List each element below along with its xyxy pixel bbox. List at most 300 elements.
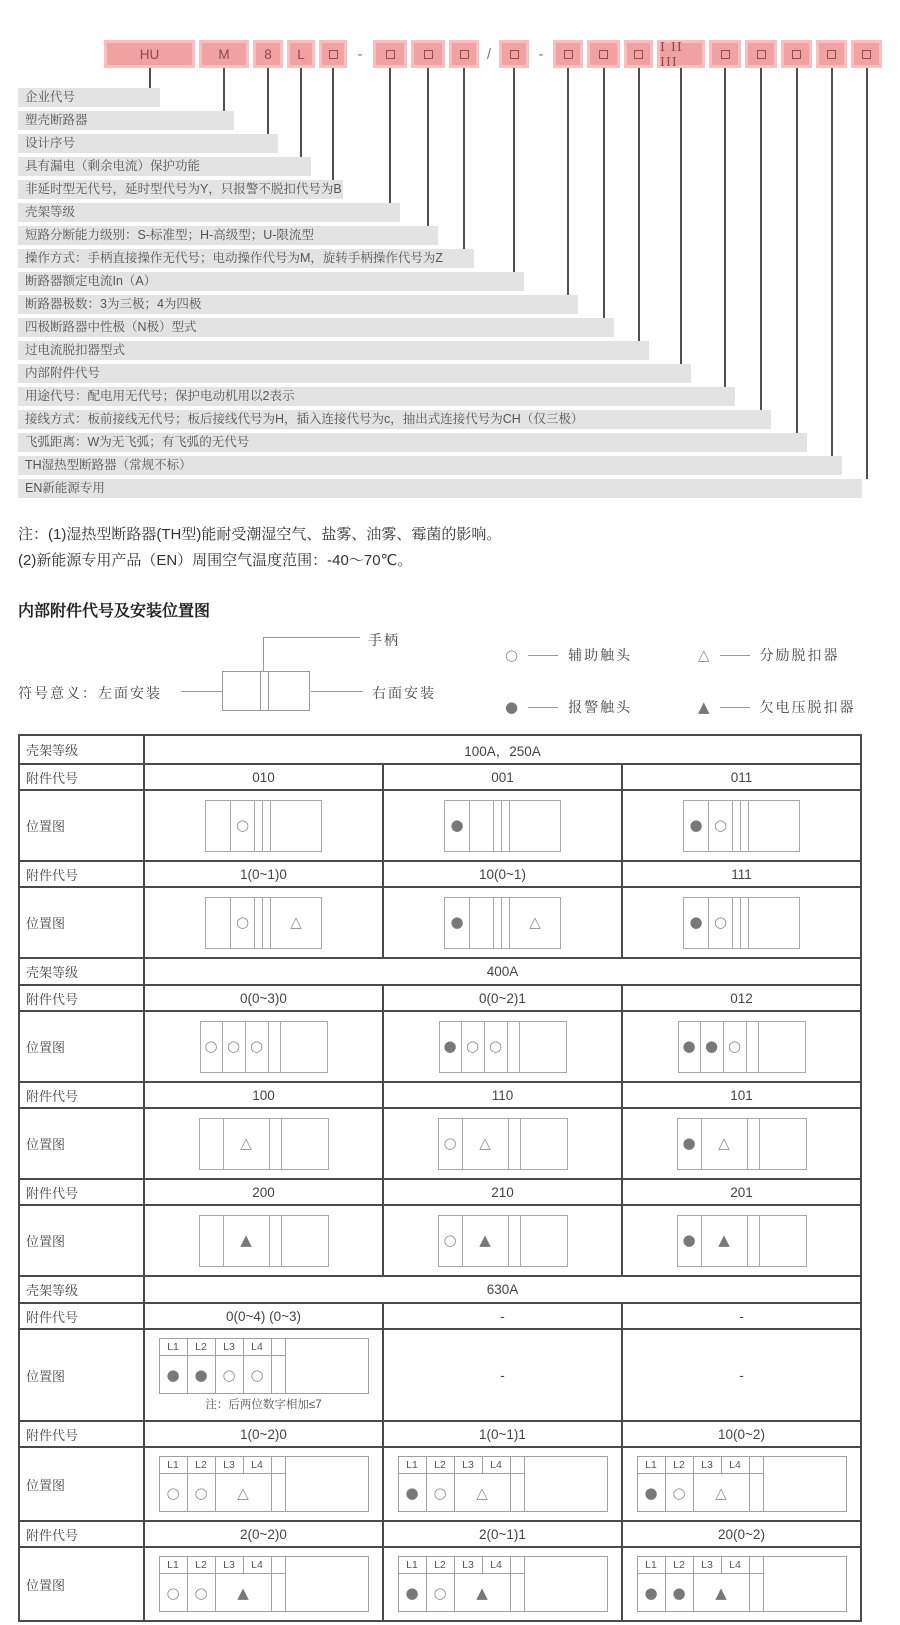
position-diagram	[683, 897, 800, 949]
diagram-cell	[231, 801, 255, 851]
model-code-box	[745, 40, 777, 68]
pole-header-cell: L4	[722, 1557, 750, 1574]
handle-connector-line	[263, 637, 264, 671]
placeholder-square-icon	[599, 50, 608, 59]
diagram-cell	[702, 1119, 748, 1169]
legend-item-label: 辅助触头	[568, 647, 633, 663]
pole-header-cell: L4	[244, 1557, 272, 1574]
model-code-box	[851, 40, 882, 68]
table-row-frame-level	[20, 736, 860, 763]
frame-rating-value: 400A	[486, 964, 519, 979]
diagram-cell	[750, 1574, 764, 1612]
connector-line	[332, 68, 334, 180]
diagram-cell	[263, 898, 271, 948]
accessory-table	[18, 734, 862, 1622]
accessory-code-value: 100	[145, 1083, 384, 1107]
position-diagram	[159, 1456, 369, 1512]
circle-filled-symbol: ●	[405, 1483, 419, 1502]
pole-header-cell: L1	[638, 1457, 666, 1474]
table-row-position-diagram	[20, 1204, 860, 1275]
circle-filled-symbol: ●	[443, 1037, 457, 1055]
diagram-cell	[440, 1022, 462, 1072]
table-row-frame-level	[20, 957, 860, 984]
diagram-cell	[760, 1119, 806, 1169]
diagram-cell	[733, 898, 741, 948]
code-meaning-label: 用途代号：配电用无代号；保护电动机用以2表示	[18, 387, 735, 406]
diagram-cell	[445, 898, 470, 948]
connector-line	[427, 68, 429, 226]
circle-filled-symbol: ●	[644, 1583, 658, 1602]
diagram-cell	[666, 1474, 694, 1512]
table-row-position-diagram	[20, 789, 860, 860]
connector-line	[513, 68, 515, 272]
triangle-filled-symbol: ▲	[479, 1231, 491, 1249]
circle-symbol: ○	[727, 1037, 742, 1055]
circle-filled-symbol: ●	[505, 697, 519, 716]
circle-filled-symbol: ●	[450, 913, 464, 931]
circle-filled-symbol: ●	[644, 1483, 658, 1502]
circle-symbol: ○	[433, 1483, 447, 1502]
pole-header-cell: L1	[399, 1457, 427, 1474]
model-code-box	[499, 40, 529, 68]
triangle-filled-symbol: ▲	[237, 1583, 249, 1602]
diagram-cell	[709, 801, 733, 851]
circle-filled-symbol: ●	[689, 913, 703, 931]
position-diagram	[438, 1118, 568, 1170]
position-diagram	[637, 1556, 847, 1612]
position-diagram	[200, 1021, 328, 1073]
placeholder-square-icon	[386, 50, 395, 59]
position-diagram-cell	[384, 1206, 623, 1275]
circle-filled-symbol: ●	[405, 1583, 419, 1602]
diagram-cell	[510, 801, 560, 851]
diagram-cell	[255, 898, 263, 948]
code-meaning-label: TH湿热型断路器（常规不标）	[18, 456, 842, 475]
circle-symbol: ○	[204, 1037, 218, 1055]
model-code-box	[319, 40, 347, 68]
diagram-cell	[224, 1119, 270, 1169]
accessory-code-value: 012	[730, 990, 753, 1006]
pole-header-cell: L2	[188, 1457, 216, 1474]
diagram-cell	[462, 1022, 485, 1072]
circle-filled-symbol: ●	[672, 1583, 686, 1602]
legend-dash-line	[720, 655, 750, 656]
diagram-cell	[521, 1119, 567, 1169]
model-code-separator: /	[486, 45, 492, 63]
accessory-code-value: 200	[145, 1180, 384, 1204]
code-meaning-label: 设计序号	[18, 134, 278, 153]
pole-header-cell	[272, 1557, 286, 1574]
position-diagram-cell	[623, 1448, 860, 1520]
position-diagram-cell	[623, 1206, 860, 1275]
position-diagram-cell	[623, 791, 860, 860]
accessory-code-value: 2(0~1)1	[384, 1522, 623, 1546]
handle-connector-line	[263, 637, 360, 638]
diagram-cell	[638, 1574, 666, 1612]
connector-line	[603, 68, 605, 318]
accessory-code-value: 0(0~2)1	[384, 986, 623, 1010]
diagram-cell	[510, 898, 560, 948]
accessory-code-value: 110	[384, 1083, 623, 1107]
mount-left-label: 符号意义：左面安装	[18, 685, 162, 701]
table-row-position-diagram	[20, 886, 860, 957]
position-diagram-cell	[145, 791, 384, 860]
code-meaning-label: 塑壳断路器	[18, 111, 234, 130]
accessory-code-value: 20(0~2)	[718, 1526, 765, 1542]
pole-header-cell: L3	[694, 1557, 722, 1574]
diagram-cell	[470, 898, 494, 948]
row-header-position-diagram: 位置图	[20, 888, 145, 957]
position-diagram-cell	[623, 888, 860, 957]
diagram-cell	[216, 1356, 244, 1394]
table-row-accessory-code	[20, 1178, 860, 1204]
position-diagram-cell	[623, 1330, 860, 1420]
notes	[18, 522, 900, 574]
connector-line	[267, 68, 269, 134]
diagram-cell	[509, 1119, 521, 1169]
circle-filled-symbol: ●	[704, 1037, 719, 1055]
right-connector-line	[311, 691, 363, 692]
triangle-filled-symbol: ▲	[698, 697, 710, 716]
circle-symbol: ○	[713, 913, 728, 931]
row-header-position-diagram: 位置图	[20, 791, 145, 860]
circle-symbol: ○	[250, 1365, 264, 1384]
code-meaning-list	[0, 88, 900, 498]
diagram-cell	[188, 1474, 216, 1512]
position-diagram	[205, 897, 322, 949]
diagram-cell	[521, 1216, 567, 1266]
diagram-cell	[216, 1574, 272, 1612]
diagram-cell	[282, 1119, 328, 1169]
pole-header-cell: L2	[427, 1457, 455, 1474]
accessory-code-value: 2(0~2)0	[145, 1522, 384, 1546]
diagram-cell	[281, 1022, 327, 1072]
code-meaning-label: 操作方式：手柄直接操作无代号；电动操作代号为M，旋转手柄操作代号为Z	[18, 249, 474, 268]
pole-header-row	[638, 1557, 846, 1574]
breaker-diagram-box	[159, 1338, 369, 1394]
symbol-row	[160, 1574, 368, 1612]
breaker-diagram-box	[637, 1456, 847, 1512]
position-diagram-cell	[145, 1012, 384, 1081]
placeholder-square-icon	[329, 50, 338, 59]
row-header-frame-level: 壳架等级	[20, 959, 145, 984]
pole-header-cell: L1	[638, 1557, 666, 1574]
connector-line	[149, 68, 151, 88]
table-row-position-diagram	[20, 1107, 860, 1178]
position-diagram-cell	[384, 1330, 623, 1420]
position-diagram	[444, 800, 561, 852]
model-code-box: L	[287, 40, 315, 68]
position-diagram	[678, 1021, 806, 1073]
diagram-cell	[494, 801, 502, 851]
row-header-position-diagram: 位置图	[20, 1012, 145, 1081]
connector-line	[796, 68, 798, 433]
position-diagram	[637, 1456, 847, 1512]
table-row-position-diagram	[20, 1328, 860, 1420]
left-connector-line	[181, 691, 222, 692]
code-meaning-label: EN新能源专用	[18, 479, 862, 498]
circle-symbol: ○	[443, 1231, 457, 1249]
pole-header-cell: L2	[188, 1339, 216, 1356]
position-diagram	[199, 1118, 329, 1170]
pole-header-row	[160, 1457, 368, 1474]
diagram-cell	[485, 1022, 508, 1072]
position-diagram-cell	[145, 888, 384, 957]
connector-line	[389, 68, 391, 203]
pole-header-cell	[272, 1339, 286, 1356]
mount-right-label: 右面安装	[372, 685, 436, 701]
diagram-cell	[263, 801, 271, 851]
row-header-position-diagram: 位置图	[20, 1206, 145, 1275]
pole-header-row	[399, 1457, 607, 1474]
diagram-cell	[741, 898, 749, 948]
diagram-cell	[684, 898, 709, 948]
row-header-frame-level: 壳架等级	[20, 1277, 145, 1302]
pole-header-cell: L4	[483, 1457, 511, 1474]
circle-filled-symbol: ●	[450, 816, 464, 834]
row-header-accessory-code: 附件代号	[20, 1083, 145, 1107]
diagram-cell	[748, 1216, 760, 1266]
row-header-position-diagram: 位置图	[20, 1548, 145, 1620]
diagram-cell	[748, 1119, 760, 1169]
diagram-cell	[702, 1216, 748, 1266]
code-meaning-label: 过电流脱扣器型式	[18, 341, 649, 360]
connector-line	[680, 68, 682, 364]
triangle-filled-symbol: ▲	[718, 1231, 730, 1249]
diagram-cell	[678, 1119, 702, 1169]
diagram-cell	[733, 801, 741, 851]
row-header-position-diagram: 位置图	[20, 1109, 145, 1178]
pole-header-cell: L1	[160, 1557, 188, 1574]
accessory-code-value: 0(0~4) (0~3)	[145, 1304, 384, 1328]
breaker-left-cell	[223, 672, 261, 710]
diagram-cell	[282, 1216, 328, 1266]
circle-symbol: ○	[194, 1583, 208, 1602]
legend-item	[505, 697, 632, 717]
pole-header-cell: L4	[244, 1457, 272, 1474]
row-header-accessory-code: 附件代号	[20, 986, 145, 1010]
position-diagram	[199, 1215, 329, 1267]
breaker-diagram-box	[398, 1456, 608, 1512]
pole-header-cell	[511, 1457, 525, 1474]
diagram-cell	[741, 801, 749, 851]
table-row-accessory-code	[20, 763, 860, 789]
diagram-cell	[684, 801, 709, 851]
accessory-code-value: 1(0~1)0	[145, 862, 384, 886]
circle-filled-symbol: ●	[689, 816, 703, 834]
accessory-code-value: 210	[384, 1180, 623, 1204]
position-diagram-cell	[623, 1548, 860, 1620]
diagram-cell	[270, 1216, 282, 1266]
breaker-diagram-box	[159, 1456, 369, 1512]
row-header-accessory-code: 附件代号	[20, 1180, 145, 1204]
pole-header-cell: L2	[427, 1557, 455, 1574]
row-header-position-diagram: 位置图	[20, 1330, 145, 1420]
accessory-code-value: 111	[731, 866, 752, 882]
model-code-diagram	[0, 0, 900, 498]
circle-symbol: ○	[166, 1583, 180, 1602]
legend-dash-line	[720, 707, 750, 708]
circle-symbol: ○	[505, 645, 519, 664]
diagram-cell	[509, 1216, 521, 1266]
diagram-cell	[511, 1574, 525, 1612]
pole-header-cell: L1	[160, 1339, 188, 1356]
diagram-cell	[399, 1474, 427, 1512]
placeholder-square-icon	[424, 50, 433, 59]
position-diagram	[205, 800, 322, 852]
empty-cell-dash: -	[500, 1367, 505, 1383]
legend-item	[698, 645, 840, 665]
position-diagram	[438, 1215, 568, 1267]
empty-cell-dash: -	[739, 1367, 744, 1383]
pole-header-cell: L2	[666, 1457, 694, 1474]
triangle-filled-symbol: ▲	[715, 1583, 727, 1602]
pole-header-cell: L3	[694, 1457, 722, 1474]
diagram-cell	[160, 1474, 188, 1512]
diagram-cell	[427, 1574, 455, 1612]
row-header-frame-level: 壳架等级	[20, 736, 145, 763]
table-row-accessory-code	[20, 984, 860, 1010]
code-meaning-label: 断路器极数：3为三极；4为四极	[18, 295, 578, 314]
table-row-position-diagram	[20, 1010, 860, 1081]
circle-symbol: ○	[166, 1483, 180, 1502]
code-meaning-label: 内部附件代号	[18, 364, 691, 383]
diagram-cell	[272, 1356, 286, 1394]
diagram-cell	[511, 1474, 525, 1512]
position-diagram	[398, 1556, 608, 1612]
table-row-accessory-code	[20, 1302, 860, 1328]
triangle-symbol: △	[476, 1483, 488, 1502]
legend-dash-line	[528, 707, 558, 708]
circle-symbol: ○	[235, 913, 250, 931]
model-code-separator: -	[538, 45, 544, 63]
symbol-row	[160, 1474, 368, 1512]
circle-symbol: ○	[226, 1037, 241, 1055]
diagram-cell	[463, 1216, 509, 1266]
position-diagram-cell	[145, 1206, 384, 1275]
model-code-box	[449, 40, 479, 68]
placeholder-square-icon	[827, 50, 836, 59]
diagram-cell	[206, 801, 231, 851]
model-code-box	[624, 40, 653, 68]
accessory-code-value: 10(0~1)	[384, 862, 623, 886]
diagram-cell	[724, 1022, 747, 1072]
legend	[0, 625, 900, 730]
position-diagram	[677, 1215, 807, 1267]
legend-item-label: 分励脱扣器	[759, 647, 840, 663]
pole-header-cell: L1	[160, 1457, 188, 1474]
model-code-box	[709, 40, 741, 68]
breaker-diagram-box	[398, 1556, 608, 1612]
connector-line	[463, 68, 465, 249]
diagram-cell	[502, 898, 510, 948]
diagram-cell	[206, 898, 231, 948]
pole-header-cell: L2	[188, 1557, 216, 1574]
symbol-row	[399, 1474, 607, 1512]
diagram-cell	[709, 898, 733, 948]
table-row-accessory-code	[20, 1081, 860, 1107]
model-code-box	[816, 40, 847, 68]
position-diagram	[683, 800, 800, 852]
position-diagram	[159, 1556, 369, 1612]
breaker-diagram-box	[637, 1556, 847, 1612]
placeholder-square-icon	[564, 50, 573, 59]
legend-item	[698, 697, 856, 717]
position-diagram	[439, 1021, 567, 1073]
position-diagram-cell	[384, 1109, 623, 1178]
code-meaning-label: 断路器额定电流In（A）	[18, 272, 524, 291]
model-code-box: I II III	[657, 40, 705, 68]
diagram-cell	[455, 1474, 511, 1512]
circle-filled-symbol: ●	[166, 1365, 180, 1384]
pole-header-cell: L3	[455, 1557, 483, 1574]
diagram-cell	[231, 898, 255, 948]
placeholder-square-icon	[510, 50, 519, 59]
triangle-symbol: △	[718, 1134, 730, 1152]
diagram-cell	[679, 1022, 701, 1072]
section-title: 内部附件代号及安装位置图	[18, 603, 211, 620]
circle-filled-symbol: ●	[194, 1365, 208, 1384]
connector-line	[724, 68, 726, 387]
diagram-cell	[244, 1356, 272, 1394]
connector-line	[567, 68, 569, 295]
connector-line	[638, 68, 640, 341]
pole-header-cell: L2	[666, 1557, 694, 1574]
pole-header-row	[160, 1557, 368, 1574]
triangle-symbol: △	[715, 1483, 727, 1502]
diagram-cell	[759, 1022, 805, 1072]
circle-symbol: ○	[194, 1483, 208, 1502]
position-diagram-cell	[145, 1109, 384, 1178]
circle-symbol: ○	[222, 1365, 236, 1384]
model-code-box: 8	[253, 40, 283, 68]
accessory-code-value: 201	[730, 1184, 753, 1200]
pole-header-cell: L4	[244, 1339, 272, 1356]
diagram-cell	[638, 1474, 666, 1512]
diagram-cell	[255, 801, 263, 851]
diagram-cell	[749, 898, 799, 948]
circle-symbol: ○	[713, 816, 728, 834]
legend-item-label: 报警触头	[568, 699, 633, 715]
pole-header-cell: L4	[483, 1557, 511, 1574]
diagram-cell	[270, 1119, 282, 1169]
diagram-cell	[439, 1216, 463, 1266]
diagram-cell	[272, 1474, 286, 1512]
model-code-separator: -	[357, 45, 363, 63]
pole-header-cell	[750, 1557, 764, 1574]
position-diagram-cell	[384, 1448, 623, 1520]
row-header-accessory-code: 附件代号	[20, 1522, 145, 1546]
position-diagram	[444, 897, 561, 949]
diagram-cell	[750, 1474, 764, 1512]
accessory-code-value: 1(0~2)0	[145, 1422, 384, 1446]
table-row-accessory-code	[20, 1520, 860, 1546]
position-diagram-cell	[145, 1330, 384, 1420]
row-header-accessory-code: 附件代号	[20, 1422, 145, 1446]
pole-header-row	[399, 1557, 607, 1574]
code-meaning-label: 具有漏电（剩余电流）保护功能	[18, 157, 311, 176]
position-diagram-cell	[623, 1012, 860, 1081]
diagram-cell	[271, 801, 321, 851]
diagram-cell	[216, 1474, 272, 1512]
position-diagram	[398, 1456, 608, 1512]
code-meaning-label: 飞弧距离：W为无飞弧；有飞弧的无代号	[18, 433, 807, 452]
triangle-symbol: △	[237, 1483, 249, 1502]
circle-symbol: ○	[672, 1483, 686, 1502]
model-code-row	[104, 40, 900, 68]
diagram-cell	[188, 1574, 216, 1612]
circle-symbol: ○	[433, 1583, 447, 1602]
